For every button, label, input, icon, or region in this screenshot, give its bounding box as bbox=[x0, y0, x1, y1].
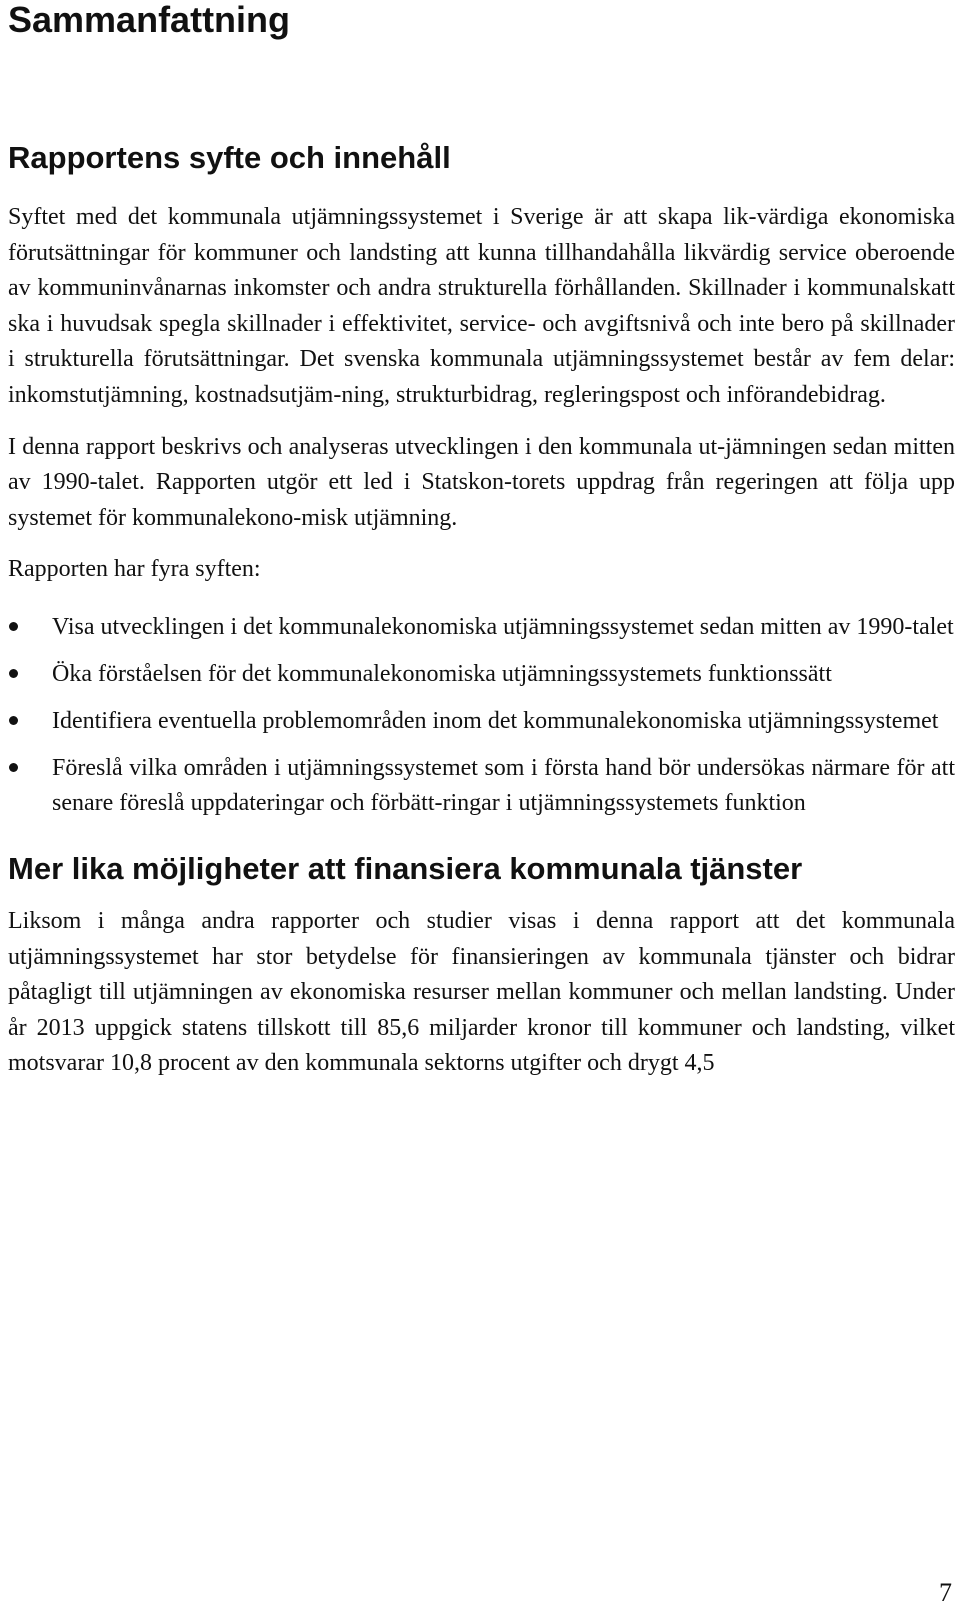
list-item-text: Föreslå vilka områden i utjämningssystemet som i första hand bör undersökas närmare för att senare föreslå uppdateringar och förbätt-ringar i utjämningssystemets funktion bbox=[52, 754, 955, 816]
list-item bbox=[8, 751, 955, 821]
bullet-icon bbox=[9, 763, 18, 772]
page-number: 7 bbox=[939, 1578, 952, 1607]
paragraph-financing: Liksom i många andra rapporter och studier visas i denna rapport att det kommunala utjämningssystemet har stor betydelse för finansieringen av kommunala tjänster och bidrar påtagligt till utjämningen av ekonomiska resurser mellan kommuner och mellan landsting. Under år 2013 uppgick statens tillskott till 85,6 miljarder kronor till kommuner och landsting, vilket motsvarar 10,8 procent av den kommunala sektorns utgifter och drygt 4,5 bbox=[8, 907, 955, 1077]
page-title: Sammanfattning bbox=[8, 0, 291, 40]
paragraph-report-description: I denna rapport beskrivs och analyseras utvecklingen i den kommunala ut-jämningen sedan mitten av 1990-talet. Rapporten utgör ett led i Statskon-torets uppdrag från regeringen att följa upp systemet för kommunalekono-misk utjämning. bbox=[8, 433, 955, 531]
list-item bbox=[8, 657, 955, 692]
bullet-icon bbox=[9, 622, 18, 631]
list-item bbox=[8, 704, 955, 739]
page-content bbox=[8, 0, 955, 1082]
bullet-icon bbox=[9, 669, 18, 678]
bullet-icon bbox=[9, 716, 18, 725]
aims-bullet-list bbox=[8, 610, 955, 821]
section-heading-purpose: Rapportens syfte och innehåll bbox=[8, 140, 451, 175]
list-item-text: Öka förståelsen för det kommunalekonomiska utjämningssystemets funktionssätt bbox=[52, 660, 832, 687]
list-item bbox=[8, 610, 955, 645]
section-heading-financing: Mer lika möjligheter att finansiera kommunala tjänster bbox=[8, 850, 803, 886]
list-item-text: Identifiera eventuella problemområden inom det kommunalekonomiska utjämningssystemet bbox=[52, 707, 939, 734]
list-item-text: Visa utvecklingen i det kommunalekonomiska utjämningssystemet sedan mitten av 1990-talet bbox=[52, 613, 954, 640]
paragraph-report-aims-intro: Rapporten har fyra syften: bbox=[8, 556, 261, 583]
paragraph-system-purpose: Syftet med det kommunala utjämningssystemet i Sverige är att skapa lik-värdiga ekonomiska förutsättningar för kommuner och landsting att kunna tillhandahålla likvärdig service oberoende av kommuninvånarnas inkomster och andra strukturella förhållanden. Skillnader i kommunalskatt ska i huvudsak spegla skillnader i effektivitet, service- och avgiftsnivå och inte bero på skillnader i strukturella förutsättningar. Det svenska kommunala utjämningssystemet består av fem delar: inkomstutjämning, kostnadsutjäm-ning, strukturbidrag, regleringspost och införandebidrag. bbox=[8, 204, 955, 408]
